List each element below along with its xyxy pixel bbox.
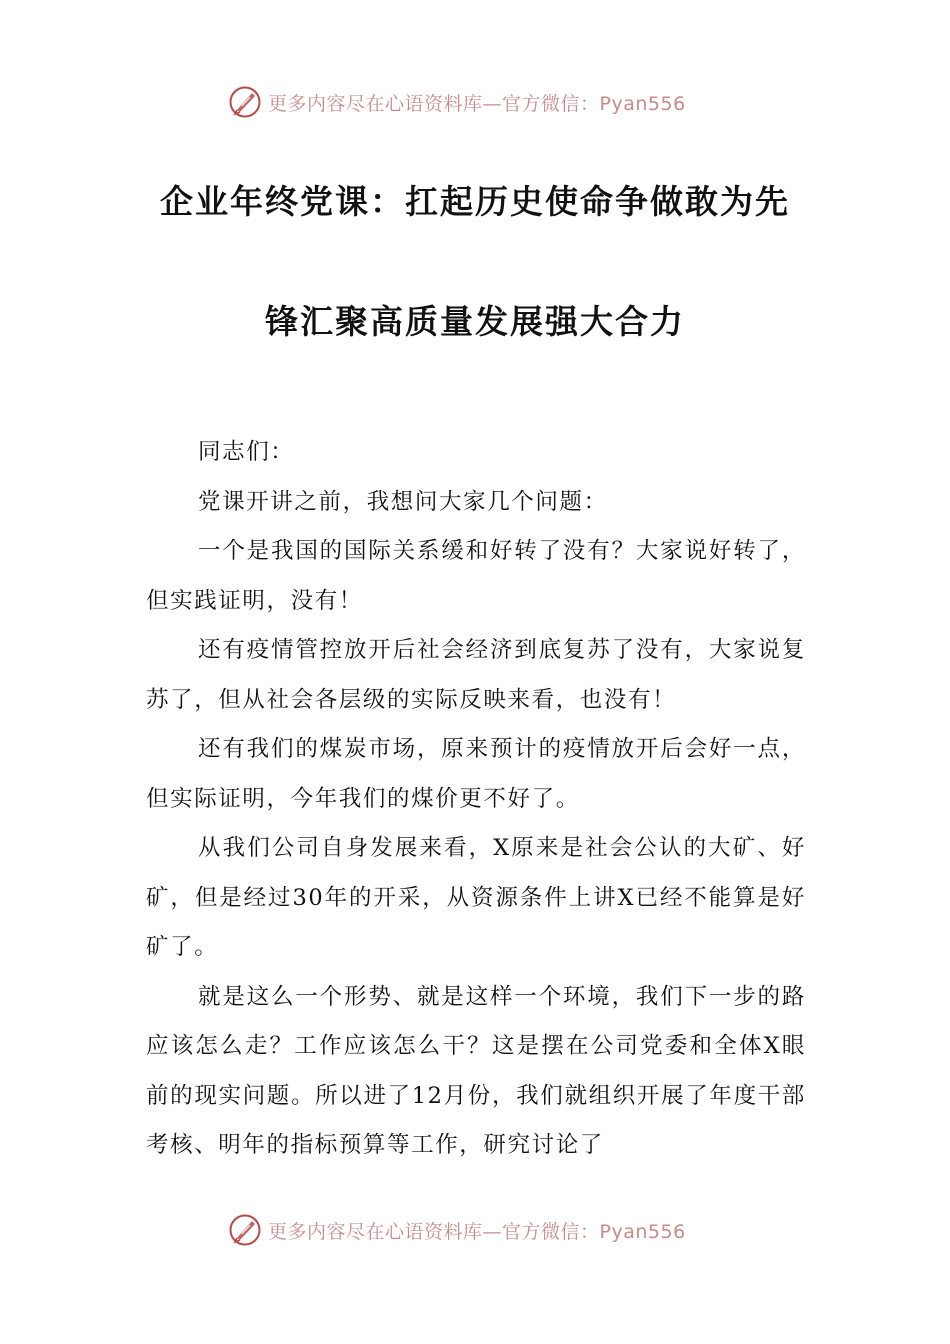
quill-logo-icon <box>228 85 262 119</box>
document-title-line-1: 企业年终党课：扛起历史使命争做敢为先 <box>160 182 790 221</box>
paragraph: 党课开讲之前，我想问大家几个问题： <box>198 488 608 515</box>
document-body <box>146 428 806 1171</box>
header-watermark <box>228 82 686 122</box>
paragraph: 还有疫情管控放开后社会经济到底复苏了没有，大家说复苏了，但从社会各层级的实际反映来看，也没有！ <box>146 637 806 713</box>
watermark-text: 更多内容尽在心语资料库—官方微信：Pyan556 <box>268 1220 686 1243</box>
quill-logo-icon <box>228 1213 262 1247</box>
paragraph: 同志们： <box>198 439 295 465</box>
paragraph: 一个是我国的国际关系缓和好转了没有？大家说好转了，但实践证明，没有！ <box>146 538 806 614</box>
paragraph: 从我们公司自身发展来看，X原来是社会公认的大矿、好矿，但是经过30年的开采，从资源条件上讲X已经不能算是好矿了。 <box>146 835 806 960</box>
watermark-wechat-id: Pyan556 <box>599 92 686 115</box>
footer-watermark <box>228 1210 686 1250</box>
watermark-text: 更多内容尽在心语资料库—官方微信：Pyan556 <box>268 92 686 115</box>
watermark-wechat-id: Pyan556 <box>599 1220 686 1243</box>
paragraph: 就是这么一个形势、就是这样一个环境，我们下一步的路应该怎么走？工作应该怎么干？这是摆在公司党委和全体X眼前的现实问题。所以进了12月份，我们就组织开展了年度干部考核、明年的指标预算等工作，研究讨论了 <box>146 983 806 1158</box>
paragraph: 还有我们的煤炭市场，原来预计的疫情放开后会好一点，但实际证明，今年我们的煤价更不好了。 <box>146 736 806 812</box>
document-title-line-2: 锋汇聚高质量发展强大合力 <box>265 302 685 341</box>
